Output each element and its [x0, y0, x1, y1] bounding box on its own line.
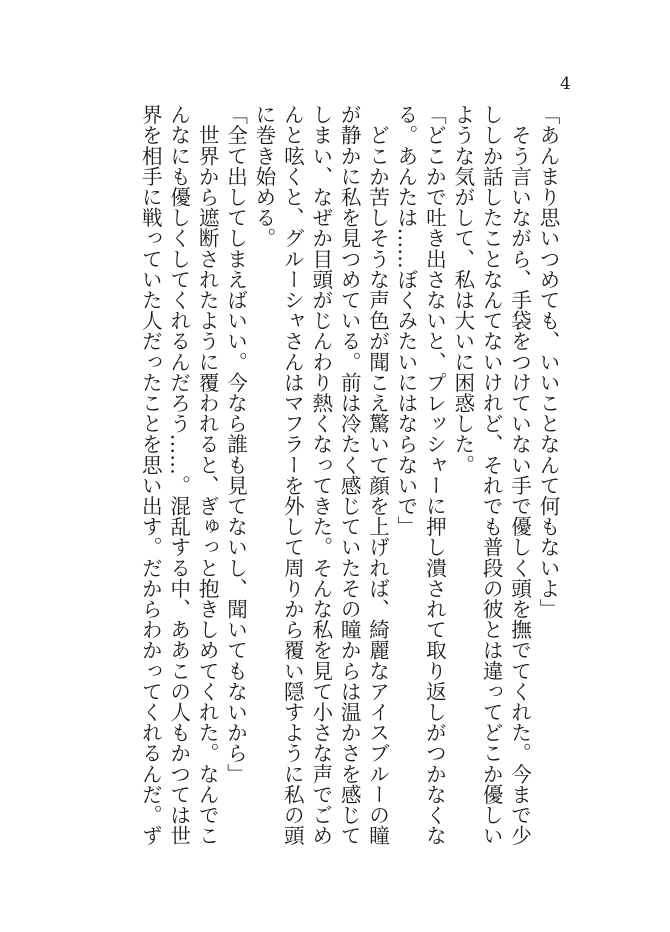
text-column: 「どこかで吐き出さないと、プレッシャーに押し潰されて取り返しがつかなくな: [422, 104, 447, 846]
text-column: んと呟くと、グルーシャさんはマフラーを外して周りから覆い隠すように私の頭: [280, 104, 305, 846]
vertical-body-text: [102, 104, 562, 884]
text-column: しまい、なぜか目頭がじんわり熱くなってきた。そんな私を見て小さな声でごめ: [308, 104, 333, 846]
text-column: 「全て出してしまえばいい。今なら誰も見てないし、聞いてもないから」: [223, 104, 248, 784]
text-column: に巻き始める。: [251, 104, 276, 249]
text-column: そう言いながら、手袋をつけていない手で優しく頭を撫でてくれた。今まで少: [507, 104, 532, 846]
text-column: どこか苦しそうな声色が聞こえ驚いて顔を上げれば、綺麗なアイスブルーの瞳: [365, 104, 390, 846]
text-column: る。あんたは……ぼくみたいにはならないで」: [393, 104, 418, 537]
text-column: 世界から遮断されたように覆われると、ぎゅっと抱きしめてくれた。なんでこ: [195, 104, 220, 846]
text-column: 「あんまり思いつめても、いいことなんて何もないよ」: [536, 104, 560, 619]
text-column: んなにも優しくしてくれるんだろう……。混乱する中、ああこの人もかつては世: [166, 104, 191, 846]
page-number: 4: [560, 74, 571, 94]
text-column: ししか話したことなんてないけれど、それでも普段の彼とは違ってどこか優しい: [479, 104, 504, 846]
text-column: が静かに私を見つめている。前は冷たく感じていたその瞳からは温かさを感じて: [337, 104, 362, 846]
text-column: ような気がして、私は大いに困惑した。: [450, 104, 475, 475]
text-column: 界を相手に戦っていた人だったことを思い出す。だからわかってくれるんだ。ず: [138, 104, 163, 846]
